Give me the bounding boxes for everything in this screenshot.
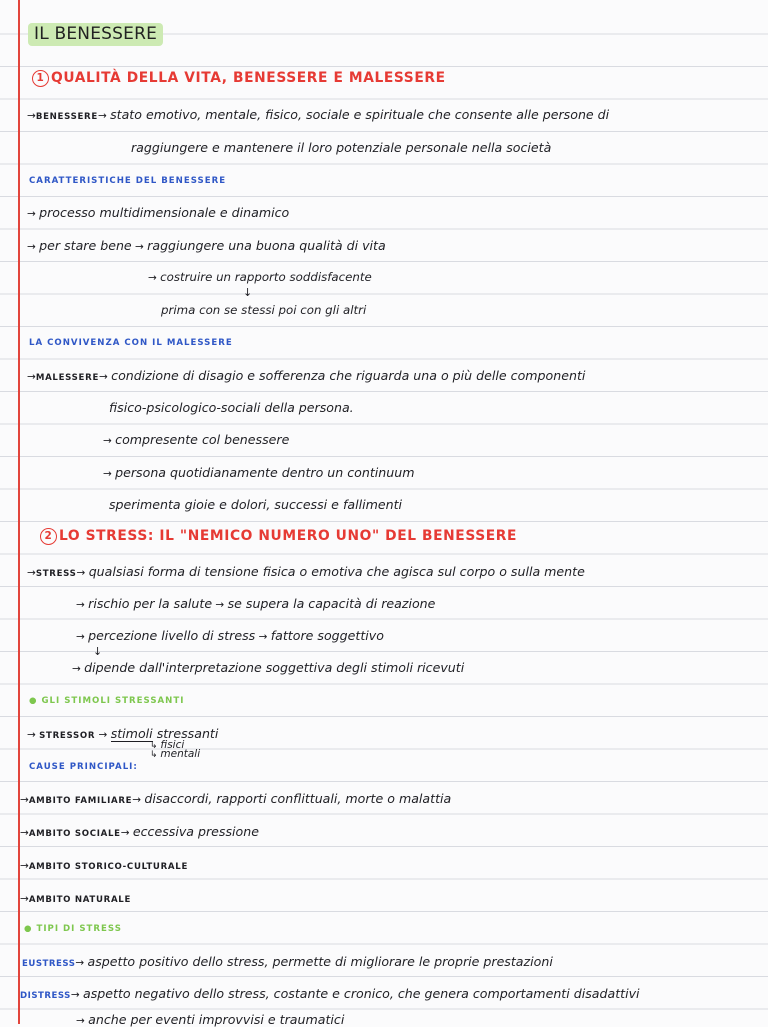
eustress-label: EUSTRESS [22, 959, 76, 969]
bullet-icon: ● [24, 924, 37, 934]
arrow-icon: → [27, 241, 40, 253]
cause-3-label: AMBITO STORICO-CULTURALE [28, 862, 189, 872]
arrow-icon: → [27, 567, 36, 579]
arrow-icon: → [72, 663, 85, 675]
arrow-icon: → [97, 110, 111, 122]
arrow-icon: → [76, 631, 89, 643]
stressor-stressanti: stressanti [156, 726, 219, 741]
caratteristiche-heading: CARATTERISTICHE DEL BENESSERE [29, 176, 227, 186]
car-item-2a-text: per stare bene [39, 238, 132, 253]
bullet-icon: ● [29, 696, 42, 706]
stressor-label: STRESSOR [39, 731, 96, 741]
car-item-3-text: costruire un rapporto soddisfacente [160, 270, 372, 284]
convivenza-heading: LA CONVIVENZA CON IL MALESSERE [29, 338, 233, 348]
arrow-icon: → [76, 1015, 89, 1027]
stress-item-1a-text: rischio per la salute [88, 596, 213, 611]
cause-item-4 [20, 890, 131, 905]
arrow-icon: → [20, 794, 29, 806]
eustress-definition: aspetto positivo dello stress, permette di migliorare le proprie prestazioni [87, 954, 553, 969]
cause-2-text: eccessiva pressione [132, 824, 259, 839]
cause-item-2 [20, 824, 259, 839]
stress-item-1 [76, 596, 435, 611]
benessere-label: BENESSERE [35, 112, 98, 122]
stimoli-heading-text: GLI STIMOLI STRESSANTI [41, 696, 185, 706]
benessere-definition-cont: raggiungere e mantenere il loro potenziale personale nella società [131, 140, 552, 155]
arrow-icon: → [212, 599, 228, 611]
malessere-definition: condizione di disagio e sofferenza che riguarda una o più delle componenti [111, 368, 586, 383]
distress-line [20, 986, 640, 1001]
cause-4-label: AMBITO NATURALE [28, 895, 132, 905]
section1-heading-text: QUALITÀ DELLA VITA, BENESSERE E MALESSERE [51, 70, 446, 86]
arrow-icon: → [75, 957, 88, 969]
section2-heading-text: LO STRESS: IL "NEMICO NUMERO UNO" DEL BENESSERE [59, 528, 518, 544]
arrow-icon: ↳ [150, 741, 161, 751]
car-item-1 [27, 205, 289, 220]
stressor-fisici-text: fisici [160, 739, 185, 751]
stimoli-heading [29, 696, 184, 706]
distress-definition: aspetto negativo dello stress, costante e cronico, che genera comportamenti disadattivi [83, 986, 640, 1001]
stress-item-2 [76, 628, 384, 643]
car-item-1-text: processo multidimensionale e dinamico [39, 205, 290, 220]
tipi-heading [24, 924, 122, 934]
section2-number: 2 [40, 528, 57, 545]
arrow-icon: → [148, 272, 161, 284]
malessere-label: MALESSERE [35, 373, 100, 383]
arrow-icon: → [70, 989, 84, 1001]
arrow-icon: → [120, 827, 133, 839]
tipi-heading-text: TIPI DI STRESS [36, 924, 122, 934]
down-arrow-icon: ↓ [243, 286, 253, 299]
car-item-3 [148, 270, 372, 284]
eustress-line [22, 954, 553, 969]
car-item-2b-text: raggiungere una buona qualità di vita [147, 238, 386, 253]
cause-item-1 [20, 791, 451, 806]
arrow-icon: → [27, 729, 40, 741]
section1-heading [32, 70, 446, 87]
arrow-icon: → [132, 794, 145, 806]
malessere-definition-line [27, 368, 585, 383]
arrow-icon: → [76, 567, 89, 579]
arrow-icon: → [103, 435, 116, 447]
mal-item-1-text: compresente col benessere [115, 432, 290, 447]
cause-heading: CAUSE PRINCIPALI: [29, 762, 138, 772]
stressor-stimoli: stimoli [110, 726, 153, 741]
arrow-icon: → [95, 729, 111, 741]
down-arrow-icon: ↓ [93, 645, 103, 658]
stress-definition: qualsiasi forma di tensione fisica o emotiva che agisca sul corpo o sulla mente [88, 564, 585, 579]
cause-1-label: AMBITO FAMILIARE [28, 796, 133, 806]
cause-1-text: disaccordi, rapporti conflittuali, morte o malattia [144, 791, 452, 806]
stressor-line [27, 726, 218, 741]
arrow-icon: → [103, 468, 116, 480]
arrow-icon: → [20, 893, 29, 905]
arrow-icon: → [20, 860, 29, 872]
arrow-icon: → [27, 371, 36, 383]
arrow-icon: → [27, 110, 36, 122]
arrow-icon: → [131, 241, 148, 253]
stress-label: STRESS [35, 569, 77, 579]
benessere-definition-line [27, 107, 609, 122]
benessere-definition: stato emotivo, mentale, fisico, sociale e spirituale che consente alle persone di [110, 107, 610, 122]
malessere-definition-cont: fisico-psicologico-sociali della persona. [109, 400, 354, 415]
arrow-icon: → [20, 827, 29, 839]
mal-item-2-text: persona quotidianamente dentro un continuum [115, 465, 415, 480]
stress-item-3 [72, 660, 464, 675]
section1-number: 1 [32, 70, 49, 87]
arrow-icon: → [99, 371, 112, 383]
mal-item-3: sperimenta gioie e dolori, successi e fallimenti [109, 497, 403, 512]
stress-definition-line [27, 564, 585, 579]
stress-item-1b-text: se supera la capacità di reazione [227, 596, 436, 611]
cause-item-3 [20, 857, 188, 872]
page-title: IL BENESSERE [28, 23, 163, 46]
arrow-icon: → [76, 599, 89, 611]
car-item-4: prima con se stessi poi con gli altri [161, 303, 367, 317]
stress-item-3-text: dipende dall'interpretazione soggettiva degli stimoli ricevuti [84, 660, 465, 675]
stress-item-2b-text: fattore soggettivo [270, 628, 384, 643]
car-item-2 [27, 238, 386, 253]
stressor-mentali [150, 748, 200, 760]
distress-item-1 [76, 1012, 344, 1027]
mal-item-1 [103, 432, 289, 447]
cause-2-label: AMBITO SOCIALE [28, 829, 121, 839]
mal-item-2 [103, 465, 415, 480]
section2-heading [40, 528, 517, 545]
distress-item-1-text: anche per eventi improvvisi e traumatici [88, 1012, 345, 1027]
arrow-icon: → [255, 631, 271, 643]
stressor-mentali-text: mentali [160, 748, 201, 760]
stress-item-2a-text: percezione livello di stress [88, 628, 256, 643]
arrow-icon: → [27, 208, 40, 220]
distress-label: DISTRESS [20, 991, 71, 1001]
arrow-icon: ↳ [150, 750, 161, 760]
